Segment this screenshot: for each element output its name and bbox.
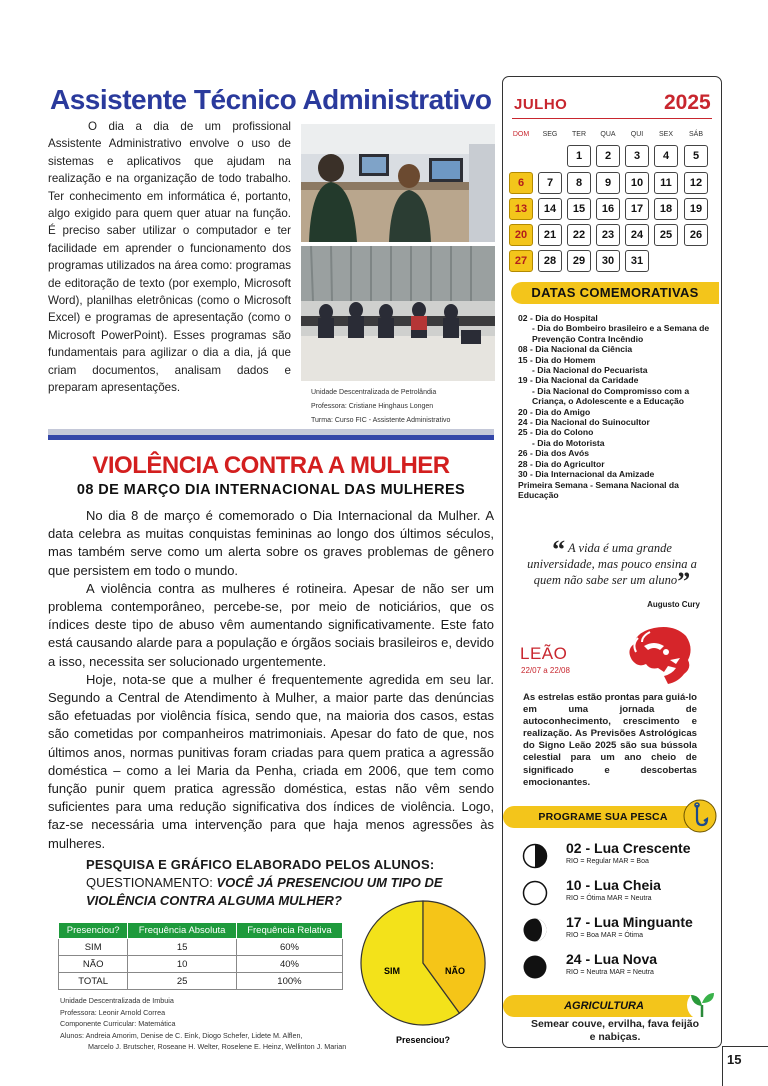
article-paragraph: O dia a dia de um profissional Assistente Administrativo envolve o uso de sistemas e aplicativos que ajudam na realização e na organização de todo trabalho. Ter conhecimento em informática é, portanto, algo exigido para quem quer atuar na função. É preciso saber utilizar o computador e ter facilidade em aprender o funcionamento dos programas utilizados na área como: programas de editoração de texto (por exemplo, Microsoft Word), planilhas eletrônicas (como o Microsoft Excel) e programas de apresentação (como o Microsoft PowerPoint). Esses programas são fundamentais para agilizar o dia a dia, já que criam documentos, analisam dados e preparam apresentações.: [48, 120, 291, 395]
calendar-day: 14: [538, 198, 562, 220]
close-quote-icon: ”: [677, 567, 691, 596]
datas-list: [518, 313, 713, 500]
page-number: 15: [727, 1052, 742, 1067]
question-text: VOCÊ JÁ PRESENCIOU UM TIPO DE VIOLÊNCIA CONTRA ALGUMA MULHER?: [86, 875, 443, 908]
calendar-day: 16: [596, 198, 620, 220]
calendar-day: 2: [596, 145, 620, 167]
table-cell: 10: [128, 956, 237, 973]
calendar-day: 19: [684, 198, 708, 220]
calendar-day: 10: [625, 172, 649, 194]
datas-item: - Dia Nacional do Compromisso com a Criança, o Adolescente e a Educação: [532, 385, 690, 407]
open-quote-icon: “: [552, 535, 566, 564]
calendar-day: 15: [567, 198, 591, 220]
table-cell: SIM: [59, 939, 128, 956]
question-label: QUESTIONAMENTO:: [86, 875, 217, 890]
article-title: Assistente Técnico Administrativo: [50, 84, 492, 115]
calendar-year: 2025: [664, 91, 711, 114]
calendar-day: 17: [625, 198, 649, 220]
credit-line: Marcelo J. Brutscher, Roseane H. Welter, Roselene E. Heinz, Wellinton J. Marian: [88, 1042, 347, 1051]
table-row: [59, 956, 343, 973]
weekday-label: SEG: [542, 131, 558, 138]
calendar-day: 4: [654, 145, 678, 167]
credit-line: Unidade Descentralizada de Imbuia: [60, 996, 174, 1005]
table-cell: 15: [128, 939, 237, 956]
table-cell: TOTAL: [59, 973, 128, 990]
datas-item: 24 - Dia Nacional do Suinocultor: [518, 417, 650, 428]
calendar-day: 18: [654, 198, 678, 220]
calendar-day: 20: [509, 224, 533, 246]
calendar-day: 30: [596, 250, 620, 272]
weekday-label: QUA: [600, 131, 616, 138]
violencia-subtitle: 08 DE MARÇO DIA INTERNACIONAL DAS MULHERES: [76, 482, 466, 498]
moon-name: 02 - Lua Crescente: [566, 840, 691, 856]
datas-item: 26 - Dia dos Avós: [518, 448, 589, 459]
violencia-paragraph: Hoje, nota-se que a mulher é frequentemente agredida em seu lar. Segundo a Central de Atendimento à Mulher, a maior parte das denúncias são efetuadas por violência física, sendo que, na maioria dos casos, estas são cometidas por companheiros matrimoniais. Apesar do fato de que, nos últimos anos, normas punitivas foram criadas para quem pratica a agressão doméstica – como a lei Maria da Penha, criada em 2006, que tem como função punir quem pratica agressão doméstica, estas não vêm sendo suficientes para uma redução significativa dos índices de violência. Logo, faz-se necessária uma intervenção para que haja menos agressões às mulheres.: [48, 671, 494, 851]
classroom-photo-computers: [301, 124, 495, 242]
datas-item: 28 - Dia do Agricultor: [518, 458, 605, 469]
calendar-day: 26: [684, 224, 708, 246]
credit-line: Alunos: Andreia Amorim, Denise de C. Eink, Diogo Schefer, Lidete M. Alflen,: [60, 1030, 303, 1040]
table-cell: 60%: [236, 939, 342, 956]
leao-title: LEÃO: [520, 644, 568, 663]
calendar-month: JULHO: [514, 96, 568, 113]
moon-fishing-info: RIO = Neutra MAR = Neutra: [566, 969, 654, 976]
calendar-day: 31: [625, 250, 649, 272]
section-divider: [48, 429, 494, 440]
calendar-day: 8: [567, 172, 591, 194]
credit-line: Componente Curricular: Matemática: [60, 1019, 176, 1028]
calendar-day: 11: [654, 172, 678, 194]
datas-item: 30 - Dia Internacional da Amizade: [518, 469, 655, 480]
caption-line: Professora: Cristiane Hinghaus Longen: [311, 403, 434, 410]
quote: [522, 535, 702, 596]
moon-name: 24 - Lua Nova: [566, 951, 658, 967]
violencia-paragraph: No dia 8 de março é comemorado o Dia Internacional da Mulher. A data celebra as muitas conquistas femininas ao longo dos últimos séculos, mas também serve como um alerta sobre os graves problemas de gênero que persistem em todo o mundo.: [48, 508, 494, 578]
moon-fishing-info: RIO = Regular MAR = Boa: [566, 858, 649, 865]
agricultura-text: Semear couve, ervilha, fava feijão e nabiças.: [530, 1018, 700, 1043]
calendar-day: 12: [684, 172, 708, 194]
moon-minguante-icon: [522, 917, 548, 943]
article-body: [48, 118, 291, 397]
calendar-day: 7: [538, 172, 562, 194]
weekday-label: DOM: [512, 131, 530, 138]
violencia-title: VIOLÊNCIA CONTRA A MULHER: [92, 452, 450, 479]
moon-crescente-icon: [522, 843, 548, 869]
moon-cheia-icon: [522, 880, 548, 906]
calendar-day: 23: [596, 224, 620, 246]
frequency-table: [58, 922, 343, 990]
weekday-label: SEX: [658, 131, 673, 138]
calendar-day: 1: [567, 145, 591, 167]
pesquisa-line: PESQUISA E GRÁFICO ELABORADO PELOS ALUNOS:: [86, 857, 435, 872]
weekday-label: SÁB: [688, 131, 703, 138]
pie-label-nao: NÃO: [445, 966, 465, 976]
pie-label-sim: SIM: [383, 966, 401, 976]
leao-text: As estrelas estão prontas para guiá-lo em uma jornada de autoconhecimento, crescimento e realização. As Previsões Astrológicas do Signo Leão 2025 são sua bússola celestial para um ano cheio de significado e descobertas emocionantes.: [523, 692, 697, 788]
calendar-day: 21: [538, 224, 562, 246]
datas-item: - Dia Nacional do Pecuarista: [532, 365, 648, 376]
datas-title: DATAS COMEMORATIVAS: [511, 282, 719, 304]
datas-item: Primeira Semana - Semana Nacional da Educação: [518, 479, 679, 500]
calendar-day: 24: [625, 224, 649, 246]
agricultura-title: AGRICULTURA: [503, 995, 705, 1017]
caption-line: Unidade Descentralizada de Petrolândia: [311, 389, 437, 396]
table-row: [59, 973, 343, 990]
calendar-rule: [512, 118, 712, 119]
fishhook-icon: [683, 799, 717, 833]
datas-item: 25 - Dia do Colono: [518, 427, 594, 438]
calendar-day: 27: [509, 250, 533, 272]
classroom-photo-students: [301, 246, 495, 381]
quote-author: Augusto Cury: [647, 600, 700, 609]
lion-icon: [624, 624, 694, 686]
calendar-day: 22: [567, 224, 591, 246]
calendar-day: 3: [625, 145, 649, 167]
weekday-label: QUI: [630, 131, 644, 138]
table-row: [59, 939, 343, 956]
pie-title: Presenciou?: [395, 1035, 451, 1045]
pie-chart: [358, 893, 488, 1045]
weekday-label: TER: [572, 131, 586, 138]
table-cell: 25: [128, 973, 237, 990]
table-cell: 100%: [236, 973, 342, 990]
calendar-day: 28: [538, 250, 562, 272]
table-header: Frequência Relativa: [236, 923, 342, 939]
moon-name: 17 - Lua Minguante: [566, 914, 693, 930]
calendar-day: 5: [684, 145, 708, 167]
calendar-day: 25: [654, 224, 678, 246]
table-header: Presenciou?: [59, 923, 128, 939]
table-header: Frequência Absoluta: [128, 923, 237, 939]
credit-line: Professora: Leonir Arnold Correa: [60, 1007, 166, 1017]
moon-name: 10 - Lua Cheia: [566, 877, 661, 893]
table-cell: 40%: [236, 956, 342, 973]
calendar-day: 13: [509, 198, 533, 220]
sprout-icon: [686, 989, 718, 1021]
calendar-day: 29: [567, 250, 591, 272]
leao-dates: 22/07 a 22/08: [521, 666, 570, 675]
datas-item: 15 - Dia do Homem: [518, 354, 596, 365]
moon-fishing-info: RIO = Boa MAR = Ótima: [566, 932, 644, 939]
quote-text: A vida é uma grande universidade, mas pouco ensina a quem não sabe ser um aluno: [527, 541, 697, 587]
calendar-day: 6: [509, 172, 533, 194]
violencia-body: [48, 507, 494, 853]
moon-nova-icon: [522, 954, 548, 980]
datas-item: - Dia do Motorista: [532, 437, 605, 448]
caption-line: Turma: Curso FIC - Assistente Administrativo: [311, 417, 451, 424]
table-header-row: [59, 923, 343, 939]
moon-fishing-info: RIO = Ótima MAR = Neutra: [566, 895, 652, 902]
datas-item: 02 - Dia do Hospital: [518, 313, 598, 323]
violencia-paragraph: A violência contra as mulheres é rotineira. Apesar de não ser um problema contemporâneo, percebe-se, por meio de noticiários, que os índices deste tipo de abuso vêm aumentando significativamente. Este fato está causando alarde para a população e órgãos sociais brasileiros e, devido a isso, necessita ser solucionado urgentemente.: [48, 580, 494, 669]
pesca-title: PROGRAME SUA PESCA: [503, 806, 703, 828]
table-cell: NÃO: [59, 956, 128, 973]
datas-item: - Dia do Bombeiro brasileiro e a Semana de Prevenção Contra Incêndio: [532, 323, 710, 344]
datas-item: 20 - Dia do Amigo: [518, 406, 591, 417]
datas-item: 08 - Dia Nacional da Ciência: [518, 344, 633, 355]
calendar-day: 9: [596, 172, 620, 194]
survey-credits: [60, 995, 380, 1053]
photo-captions: [311, 386, 501, 428]
datas-item: 19 - Dia Nacional da Caridade: [518, 375, 639, 386]
